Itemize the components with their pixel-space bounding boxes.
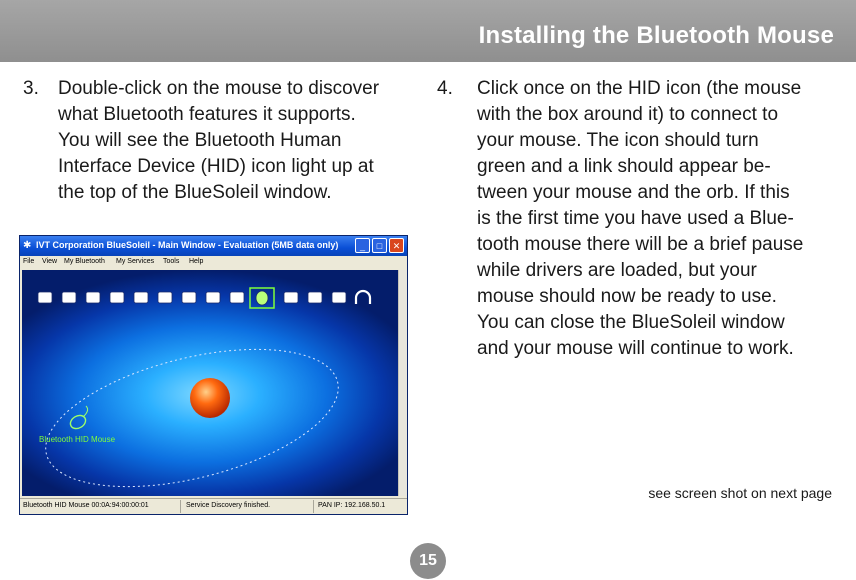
menu-bar — [20, 256, 407, 269]
canvas-drawing — [22, 270, 399, 496]
sync-icon[interactable] — [230, 292, 244, 303]
status-bar — [20, 498, 407, 515]
printer-icon[interactable] — [182, 292, 196, 303]
dialup-icon[interactable] — [62, 292, 76, 303]
file-transfer-icon[interactable] — [134, 292, 148, 303]
step-number: 4. — [437, 78, 453, 99]
page-title: Installing the Bluetooth Mouse — [478, 22, 834, 49]
close-button[interactable]: ✕ — [389, 238, 404, 253]
hid-service-icon[interactable] — [250, 288, 274, 308]
status-message: Service Discovery finished. — [186, 502, 271, 509]
fax-service-icon[interactable] — [308, 292, 322, 303]
menu-tools[interactable]: Tools — [163, 258, 180, 265]
maximize-button[interactable]: □ — [372, 238, 387, 253]
fax-icon[interactable] — [86, 292, 100, 303]
window-titlebar — [20, 236, 407, 256]
step-number: 3. — [23, 78, 39, 99]
pan-icon[interactable] — [158, 292, 172, 303]
device-label[interactable]: Bluetooth HID Mouse — [39, 435, 116, 444]
object-push-icon[interactable] — [284, 292, 298, 303]
step-text: Double-click on the mouse to discover what Bluetooth features it supports. You will see the Bluetooth Human Interface Device (HID) icon light up at the top of the BlueSoleil window. — [58, 78, 380, 203]
serial-port-icon[interactable] — [206, 292, 220, 303]
bluetooth-icon: ✱ — [23, 240, 32, 251]
status-device: Bluetooth HID Mouse 00:0A:94:00:00:01 — [23, 502, 149, 509]
bluesoleil-screenshot — [19, 235, 408, 515]
vertical-scrollbar[interactable] — [398, 270, 407, 496]
audio-icon[interactable] — [332, 292, 346, 303]
status-pan-ip: PAN IP: 192.168.50.1 — [318, 502, 386, 509]
page-number: 15 — [410, 543, 446, 579]
step-text: Click once on the HID icon (the mouse with the box around it) to connect to your mouse. The icon should turn green and a link should appear be- tween your mouse and the orb. If this is the first time you have used a Blue- tooth mouse there will be a brief pause while drivers are loaded, but your mouse should now be ready to use. You can close the BlueSoleil window and your mouse will continue to work. — [477, 78, 804, 359]
mouse-device-icon[interactable] — [68, 406, 88, 431]
menu-file[interactable]: File — [23, 258, 35, 265]
page-header — [0, 0, 856, 62]
headset-icon[interactable] — [356, 291, 370, 304]
menu-help[interactable]: Help — [189, 258, 204, 265]
minimize-button[interactable]: _ — [355, 238, 370, 253]
network-icon[interactable] — [38, 292, 52, 303]
menu-my-bluetooth[interactable]: My Bluetooth — [64, 258, 105, 265]
next-page-note: see screen shot on next page — [648, 485, 832, 501]
menu-my-services[interactable]: My Services — [116, 258, 155, 265]
window-title: IVT Corporation BlueSoleil - Main Window - Evaluation (5MB data only) — [36, 240, 339, 250]
orbit-path — [32, 323, 352, 496]
lan-icon[interactable] — [110, 292, 124, 303]
local-device-orb[interactable] — [190, 378, 230, 418]
device-canvas — [22, 270, 399, 496]
menu-view[interactable]: View — [42, 258, 58, 265]
